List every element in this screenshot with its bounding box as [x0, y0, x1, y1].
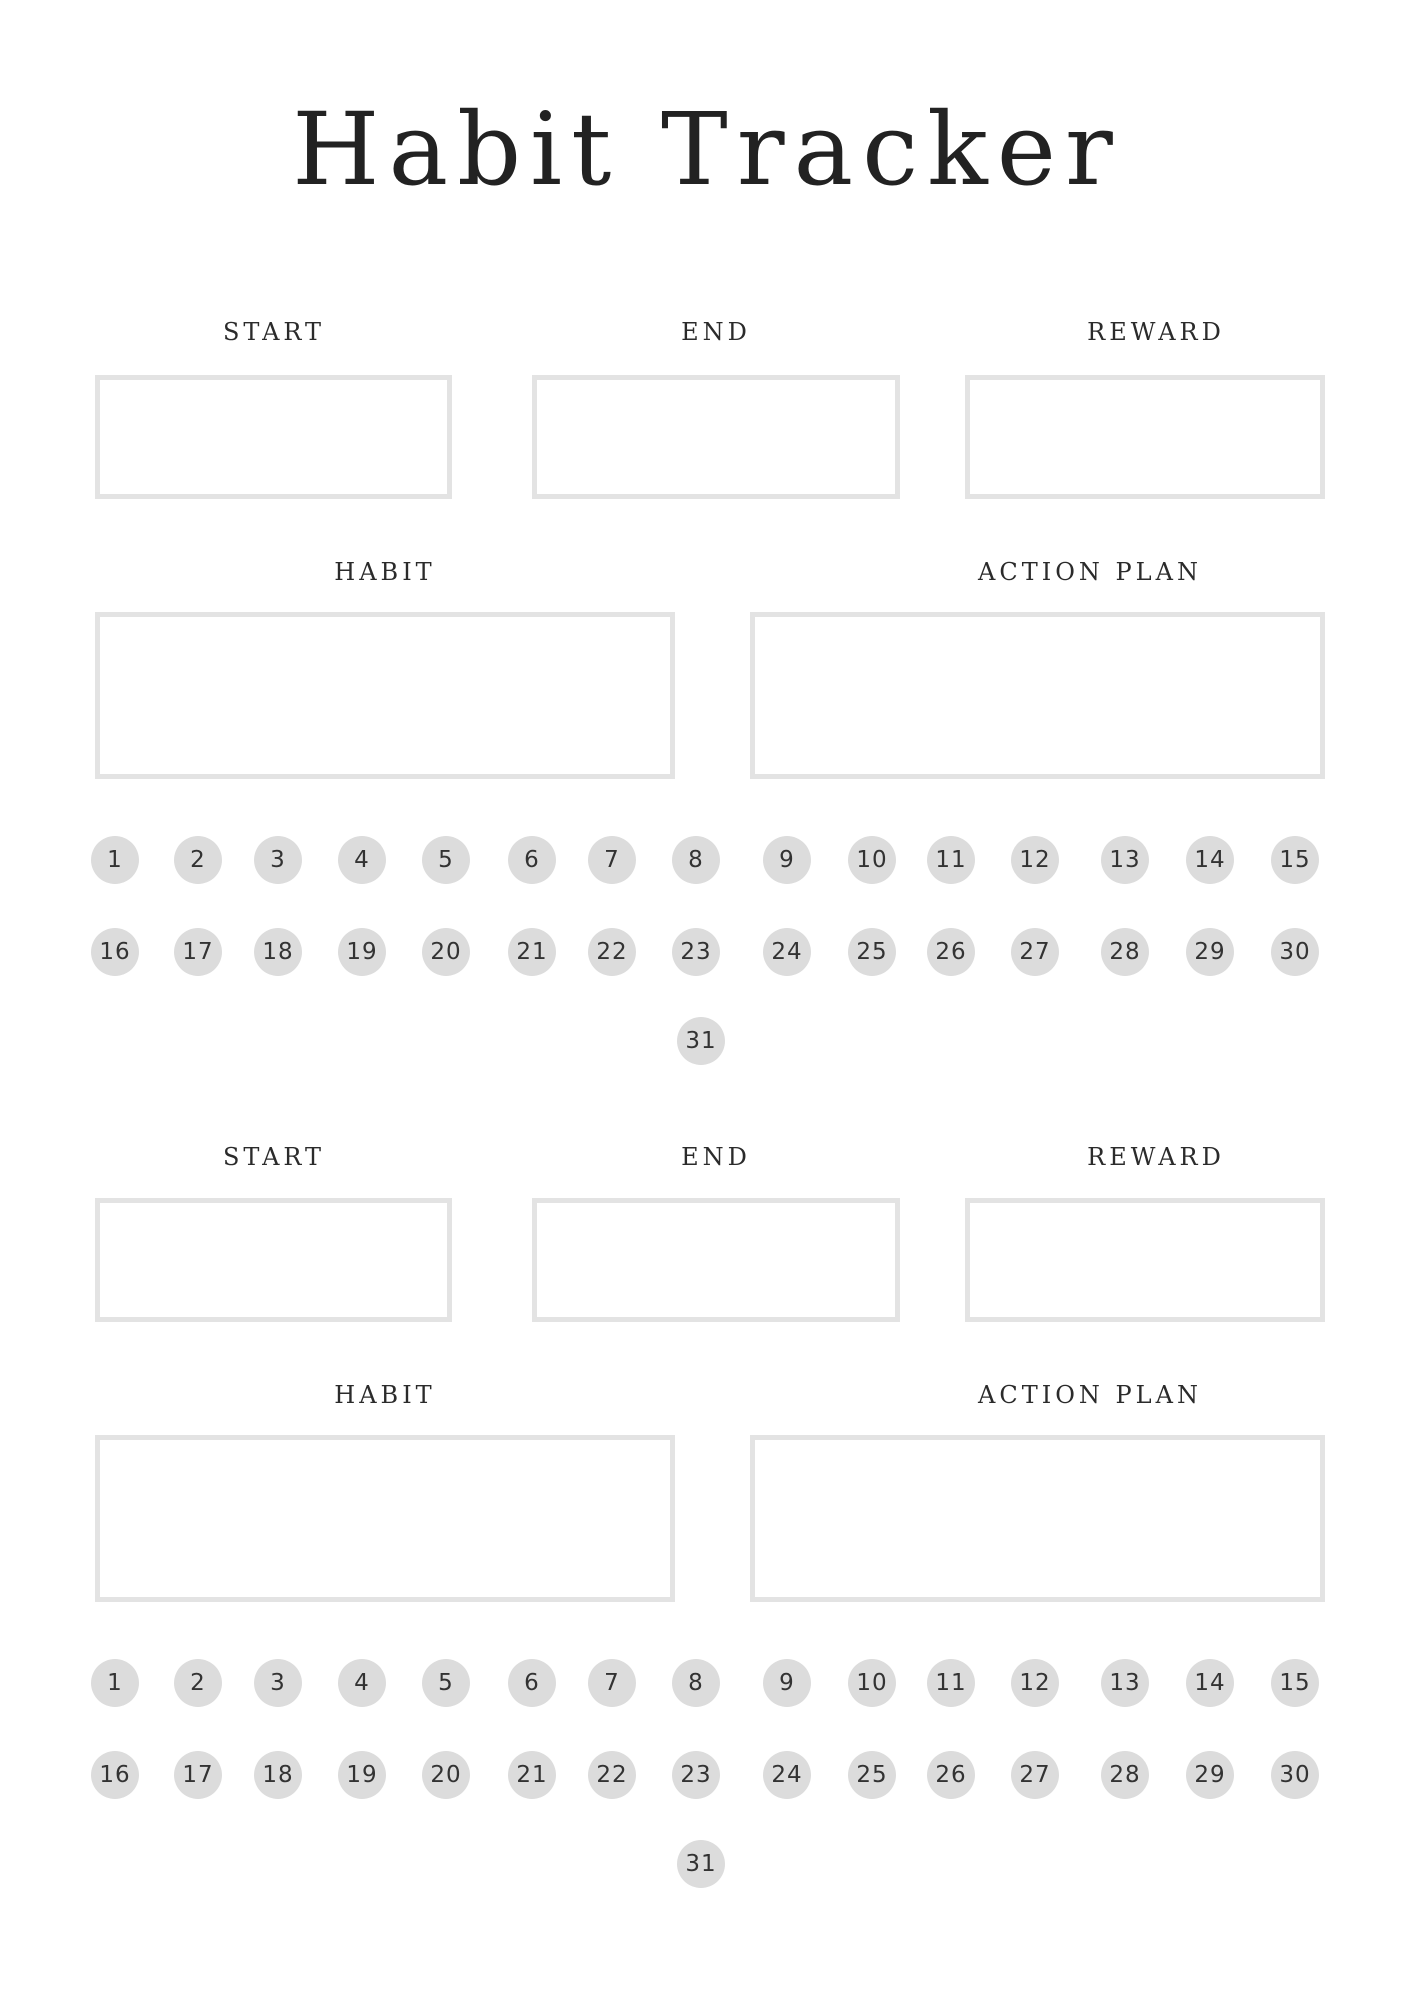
start-label: START [222, 1143, 326, 1171]
day-circle[interactable]: 26 [927, 1751, 975, 1799]
day-circle[interactable]: 18 [254, 1751, 302, 1799]
action-plan-field[interactable] [750, 1435, 1325, 1602]
day-circle[interactable]: 21 [508, 928, 556, 976]
day-circle[interactable]: 7 [588, 1659, 636, 1707]
end-field[interactable] [532, 375, 900, 499]
day-circle[interactable]: 14 [1186, 836, 1234, 884]
day-circle[interactable]: 22 [588, 928, 636, 976]
day-circle[interactable]: 27 [1011, 1751, 1059, 1799]
start-field[interactable] [95, 375, 452, 499]
day-circle[interactable]: 29 [1186, 1751, 1234, 1799]
day-circle[interactable]: 27 [1011, 928, 1059, 976]
day-circle[interactable]: 5 [422, 836, 470, 884]
start-field[interactable] [95, 1198, 452, 1322]
day-circle[interactable]: 26 [927, 928, 975, 976]
day-circle[interactable]: 11 [927, 1659, 975, 1707]
day-circle[interactable]: 15 [1271, 836, 1319, 884]
day-circle[interactable]: 10 [848, 836, 896, 884]
habit-label: HABIT [334, 1381, 436, 1409]
day-circle[interactable]: 13 [1101, 1659, 1149, 1707]
day-circle[interactable]: 3 [254, 1659, 302, 1707]
action-plan-field[interactable] [750, 612, 1325, 779]
end-field[interactable] [532, 1198, 900, 1322]
day-circle[interactable]: 28 [1101, 928, 1149, 976]
day-circle[interactable]: 8 [672, 1659, 720, 1707]
day-circle[interactable]: 22 [588, 1751, 636, 1799]
day-circle[interactable]: 17 [174, 1751, 222, 1799]
day-circle[interactable]: 31 [677, 1840, 725, 1888]
day-circle[interactable]: 19 [338, 928, 386, 976]
day-circle[interactable]: 10 [848, 1659, 896, 1707]
day-circle[interactable]: 20 [422, 1751, 470, 1799]
day-circle[interactable]: 12 [1011, 836, 1059, 884]
start-label: START [222, 318, 326, 346]
day-circle[interactable]: 6 [508, 1659, 556, 1707]
day-circle[interactable]: 18 [254, 928, 302, 976]
day-circle[interactable]: 13 [1101, 836, 1149, 884]
day-circle[interactable]: 5 [422, 1659, 470, 1707]
day-circle[interactable]: 21 [508, 1751, 556, 1799]
day-circle[interactable]: 31 [677, 1017, 725, 1065]
day-circle[interactable]: 30 [1271, 1751, 1319, 1799]
day-circle[interactable]: 25 [848, 1751, 896, 1799]
day-circle[interactable]: 17 [174, 928, 222, 976]
day-circle[interactable]: 4 [338, 1659, 386, 1707]
day-circle[interactable]: 4 [338, 836, 386, 884]
habit-label: HABIT [334, 558, 436, 586]
day-circle[interactable]: 14 [1186, 1659, 1234, 1707]
day-circle[interactable]: 9 [763, 1659, 811, 1707]
day-circle[interactable]: 19 [338, 1751, 386, 1799]
day-circle[interactable]: 25 [848, 928, 896, 976]
day-circle[interactable]: 20 [422, 928, 470, 976]
reward-label: REWARD [1087, 1143, 1225, 1171]
day-circle[interactable]: 24 [763, 928, 811, 976]
page-title: Habit Tracker [292, 91, 1122, 208]
habit-field[interactable] [95, 1435, 675, 1602]
day-circle[interactable]: 23 [672, 1751, 720, 1799]
day-circle[interactable]: 23 [672, 928, 720, 976]
day-circle[interactable]: 9 [763, 836, 811, 884]
day-circle[interactable]: 2 [174, 836, 222, 884]
end-label: END [681, 318, 751, 346]
day-circle[interactable]: 3 [254, 836, 302, 884]
reward-label: REWARD [1087, 318, 1225, 346]
day-circle[interactable]: 11 [927, 836, 975, 884]
habit-field[interactable] [95, 612, 675, 779]
day-circle[interactable]: 1 [91, 1659, 139, 1707]
day-circle[interactable]: 2 [174, 1659, 222, 1707]
reward-field[interactable] [965, 1198, 1325, 1322]
day-circle[interactable]: 29 [1186, 928, 1234, 976]
day-circle[interactable]: 16 [91, 1751, 139, 1799]
day-circle[interactable]: 7 [588, 836, 636, 884]
day-circle[interactable]: 16 [91, 928, 139, 976]
action-plan-label: ACTION PLAN [978, 1381, 1202, 1409]
reward-field[interactable] [965, 375, 1325, 499]
day-circle[interactable]: 28 [1101, 1751, 1149, 1799]
end-label: END [681, 1143, 751, 1171]
day-circle[interactable]: 6 [508, 836, 556, 884]
day-circle[interactable]: 1 [91, 836, 139, 884]
day-circle[interactable]: 24 [763, 1751, 811, 1799]
day-circle[interactable]: 15 [1271, 1659, 1319, 1707]
action-plan-label: ACTION PLAN [978, 558, 1202, 586]
day-circle[interactable]: 12 [1011, 1659, 1059, 1707]
day-circle[interactable]: 30 [1271, 928, 1319, 976]
day-circle[interactable]: 8 [672, 836, 720, 884]
